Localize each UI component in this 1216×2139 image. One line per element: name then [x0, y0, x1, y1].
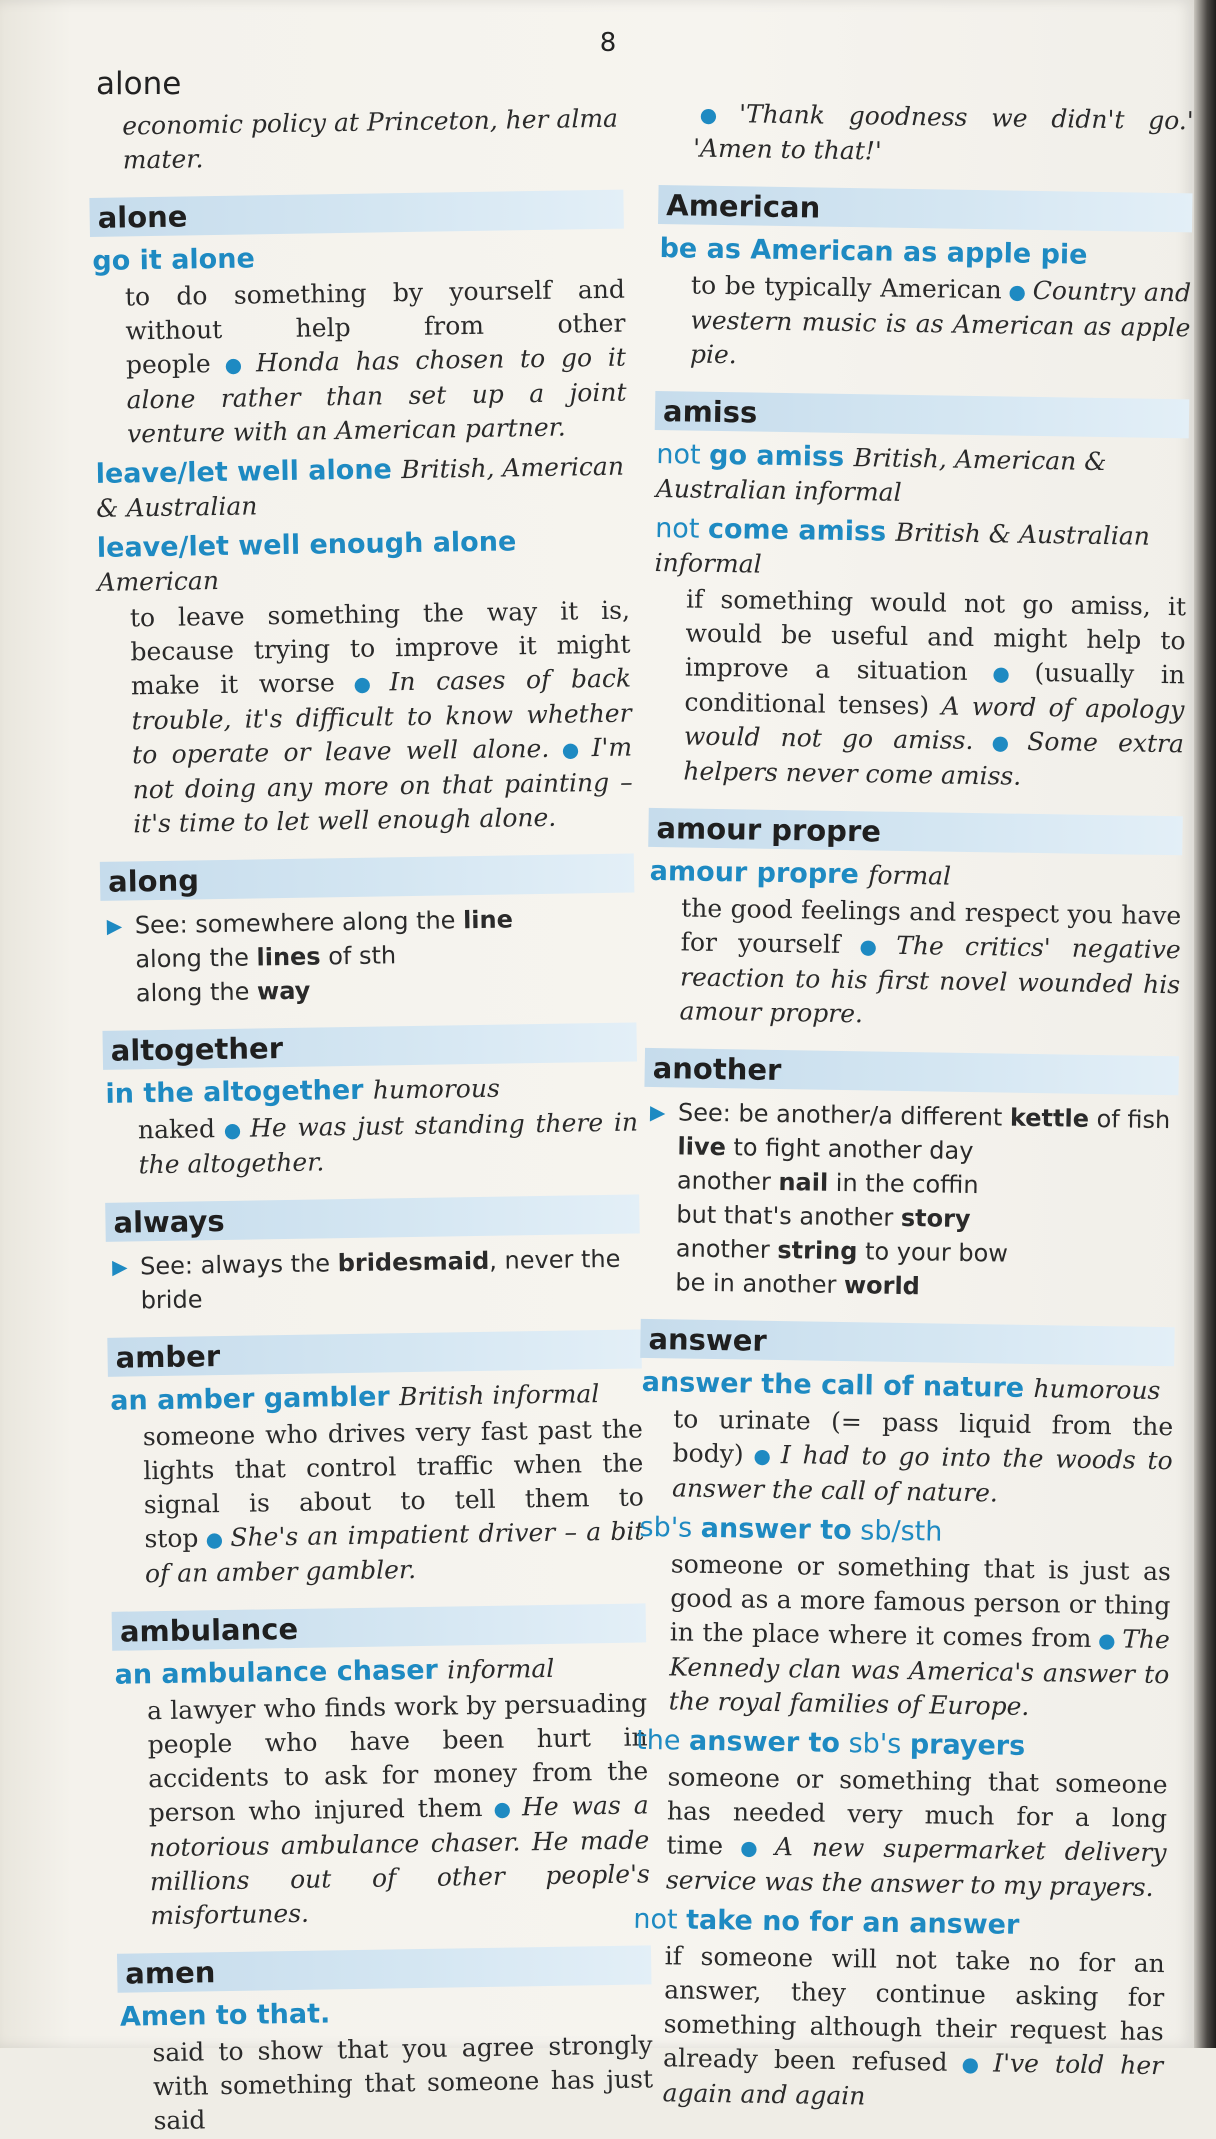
headword-another: another [644, 1048, 1179, 1095]
bullet-icon: ● [488, 1796, 517, 1821]
idiom-answer-to-prayers: the answer to sb's prayers [635, 1724, 1026, 1762]
headword-amber: amber [107, 1329, 642, 1376]
bullet-icon: ● [953, 2051, 988, 2077]
headword-amiss: amiss [655, 391, 1190, 438]
book-edge [1194, 0, 1216, 2048]
cross-reference: ▶ See: always the bridesmaid, never the bride [111, 1244, 621, 1315]
definition: said to show that you agree strongly with something that someone has just said [152, 2030, 654, 2136]
bullet-icon: ● [749, 1443, 776, 1468]
cross-reference: ▶ See: be another/a different kettle of fish [678, 1095, 1178, 1137]
arrow-right-icon: ▶ [649, 1099, 666, 1125]
bullet-icon: ● [1007, 279, 1027, 304]
cross-reference: but that's another story [676, 1200, 971, 1234]
bullet-icon: ● [204, 1527, 225, 1552]
definition: the good feelings and respect you have for yourself ● The critics' negative reaction to his first novel wounded his amour propre. [679, 893, 1182, 1029]
register-label: British informal [398, 1379, 600, 1412]
definition: to leave something the way it is, because trying to improve it might make it worse ● In cases of back trouble, it's difficult to know whether to operate or leave well alone. ● I'm not doing any more on that painting – it's time to let well enough alone. [129, 595, 633, 839]
bullet-icon: ● [555, 737, 586, 762]
register-label: humorous [1033, 1374, 1161, 1406]
arrow-right-icon: ▶ [106, 913, 123, 938]
headword-amen: amen [117, 1945, 652, 1992]
bullet-icon: ● [699, 102, 734, 128]
definition: if something would not go amiss, it would be useful and might help to improve a situation ● (usually in conditional tenses) A word of apology would not go amiss. ● Some extra helpers never come amiss. [683, 584, 1187, 791]
register-label: humorous [372, 1073, 501, 1105]
continued-example: ● 'Thank goodness we didn't go.' 'Amen to that!' [692, 99, 1194, 166]
register-label: formal [867, 860, 952, 891]
bullet-icon: ● [1097, 1628, 1117, 1653]
bullet-icon: ● [979, 730, 1022, 755]
headword-altogether: altogether [102, 1022, 637, 1069]
register-label: informal [447, 1653, 555, 1685]
headword-along: along [100, 854, 635, 901]
definition: someone who drives very fast past the lights that control traffic when the signal is about to tell them to stop ● She's an impatient driver – a bit of an amber gambler. [142, 1414, 645, 1589]
idiom-go-it-alone: go it alone [92, 243, 256, 277]
idiom-an-amber-gambler: an amber gambler British informal [110, 1379, 600, 1417]
guide-word: alone [96, 66, 182, 102]
cross-reference: another nail in the coffin [676, 1166, 979, 1200]
definition: to urinate (= pass liquid from the body) ● I had to go into the woods to answer the call of nature. [671, 1404, 1174, 1508]
idiom-not-go-amiss: not go amiss British, American & Australian informal [655, 438, 1107, 507]
cross-reference: be in another world [675, 1268, 921, 1301]
headword-american: American [658, 185, 1193, 232]
idiom-answer-the-call-of-nature: answer the call of nature humorous [641, 1366, 1161, 1406]
register-label: British, American & Australian informal [655, 443, 1107, 507]
definition: to do something by yourself and without help from other people ● Honda has chosen to go it alone rather than set up a joint venture with an American partner. [124, 274, 627, 449]
idiom-as-american-as-apple-pie: be as American as apple pie [659, 233, 1088, 271]
cross-reference: along the lines of sth [135, 941, 397, 974]
cross-reference: another string to your bow [675, 1234, 1009, 1268]
register-label: British & Australian informal [654, 517, 1151, 579]
arrow-right-icon: ▶ [111, 1254, 128, 1279]
idiom-an-ambulance-chaser: an ambulance chaser informal [114, 1653, 555, 1691]
bullet-icon: ● [728, 1835, 770, 1860]
idiom-leave-let-well-enough-alone: leave/let well enough alone American [96, 526, 517, 597]
headword-always: always [105, 1194, 640, 1241]
definition: naked ● He was just standing there in the altogether. [137, 1107, 639, 1180]
idiom-amen-to-that: Amen to that. [119, 1998, 331, 2033]
idiom-leave-let-well-alone: leave/let well alone British, American & Australian [95, 451, 625, 523]
definition: to be typically American ● Country and western music is as American as apple pie. [689, 270, 1192, 370]
idiom-sbs-answer-to: sb's answer to sb/sth [639, 1511, 943, 1548]
left-column [88, 102, 654, 2139]
cross-reference: along the way [135, 976, 311, 1008]
idiom-in-the-altogether: in the altogether humorous [105, 1073, 501, 1110]
headword-answer: answer [640, 1319, 1175, 1366]
definition: someone or something that is just as good as a more famous person or thing in the place where it comes from ● The Kennedy clan was America's answer to the royal families of Europe. [668, 1549, 1172, 1721]
right-column [628, 96, 1194, 2118]
headword-ambulance: ambulance [112, 1603, 647, 1650]
register-label: American [97, 566, 220, 597]
continued-example: economic policy at Princeton, her alma mater. [122, 103, 619, 175]
bullet-icon: ● [216, 352, 251, 378]
headword-alone: alone [89, 190, 624, 237]
cross-reference: live to fight another day [677, 1132, 974, 1166]
bullet-icon: ● [340, 671, 384, 697]
bullet-icon: ● [973, 661, 1029, 686]
idiom-not-come-amiss: not come amiss British & Australian informal [654, 512, 1151, 579]
idiom-not-take-no-for-an-answer: not take no for an answer [633, 1903, 1020, 1941]
definition: someone or something that someone has needed very much for a long time ● A new supermarket delivery service was the answer to my prayers. [665, 1762, 1168, 1902]
bullet-icon: ● [846, 934, 891, 959]
register-label: British, American & Australian [96, 451, 625, 523]
idiom-amour-propre: amour propre formal [649, 855, 952, 891]
cross-reference: ▶ See: somewhere along the line [135, 901, 635, 943]
page-number: 8 [599, 28, 617, 58]
headword-amour-propre: amour propre [648, 808, 1183, 855]
definition: if someone will not take no for an answer, they continue asking for something although their request has already been refused ● I've told her again and again [662, 1941, 1165, 2111]
bullet-icon: ● [220, 1117, 245, 1143]
definition: a lawyer who finds work by persuading people who have been hurt in accidents to ask for money from the person who injured them ● He was a notorious ambulance chaser. He made millions out of other people's misfortunes. [146, 1688, 651, 1931]
